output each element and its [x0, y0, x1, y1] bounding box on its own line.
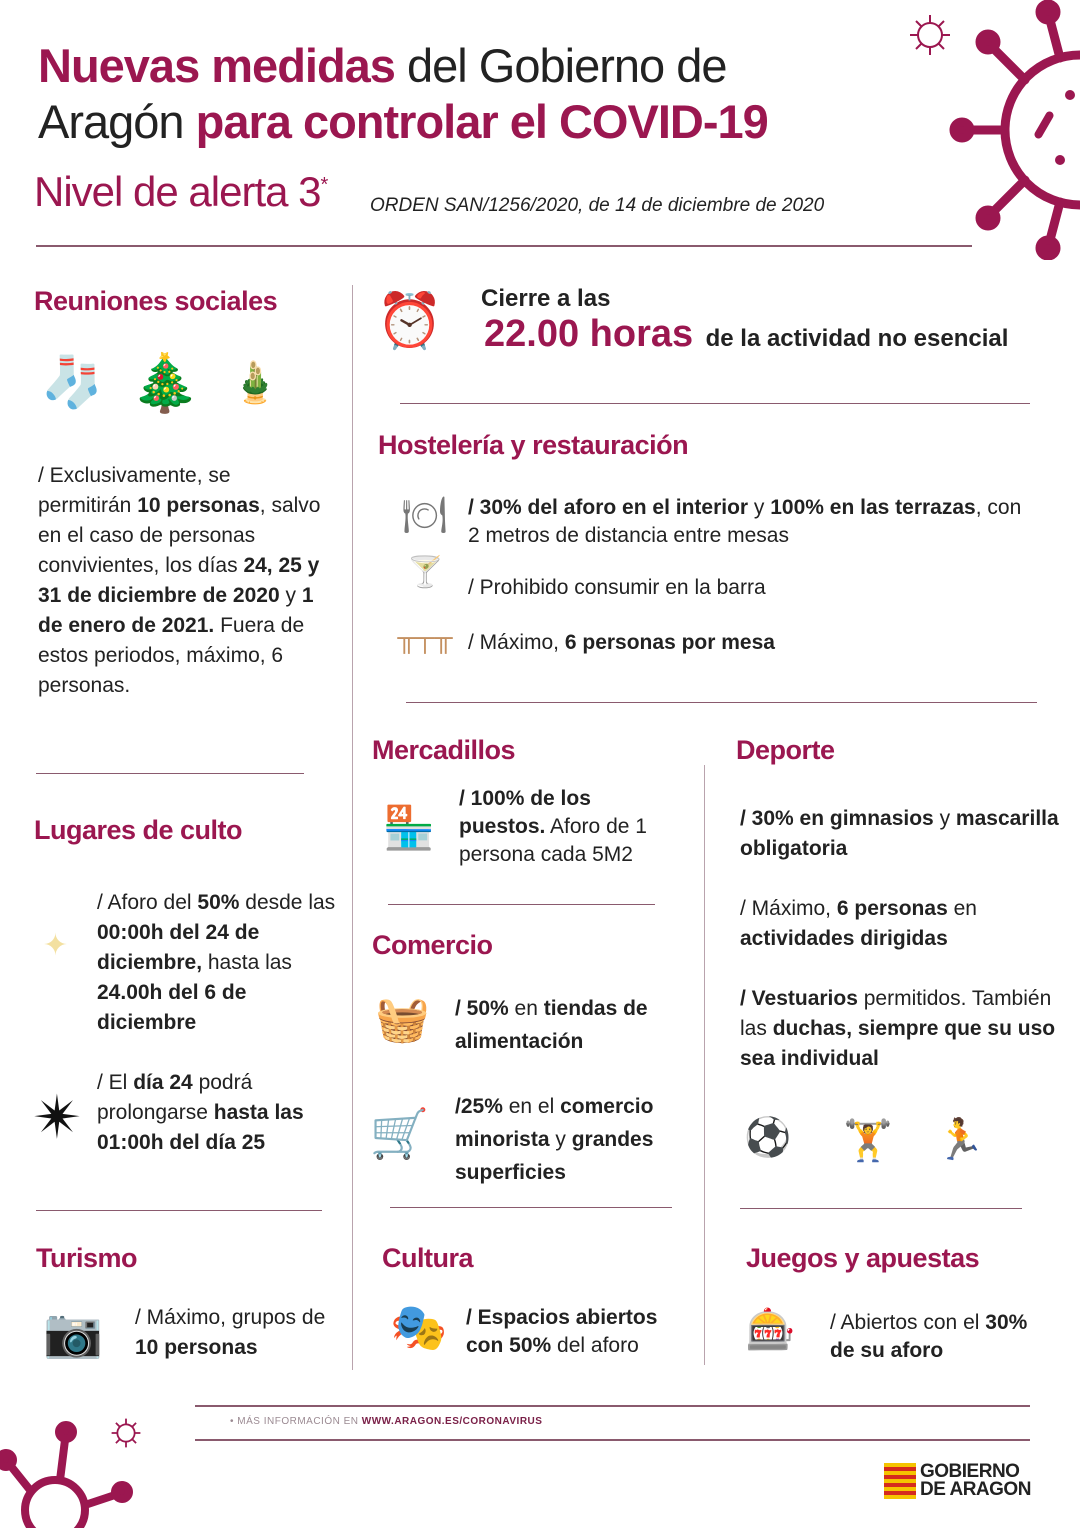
text-segment: en el [502, 1095, 561, 1118]
text-segment: / Máximo, [740, 897, 837, 920]
gobierno-aragon-logo [884, 1463, 1031, 1499]
text-segment: 6 personas [836, 897, 948, 920]
sparkle-icon: ✦ [42, 928, 69, 962]
turismo-heading: Turismo [36, 1243, 138, 1273]
text-segment: 6 personas por mesa [564, 631, 775, 654]
deporte-item-2 [740, 894, 1040, 954]
footer-url-link[interactable]: WWW.ARAGON.ES/CORONAVIRUS [361, 1416, 543, 1427]
cocktail-icon: 🍸 [406, 556, 445, 589]
text-segment: , con 2 metros de distancia entre mesas [468, 496, 1022, 547]
mercadillos-heading: Mercadillos [372, 735, 516, 765]
text-segment: /25% [455, 1095, 503, 1118]
text-segment: Nuevas medidas [38, 39, 395, 92]
text-segment: grandes superficies [455, 1128, 654, 1184]
text-segment: mascarilla obligatoria [740, 807, 1059, 860]
text-segment: 50% [197, 891, 240, 914]
text-segment: desde las [239, 891, 336, 914]
shopping-cart-icon: 🛒 [369, 1107, 430, 1161]
weightlifter-icon: 🏋 [843, 1118, 893, 1163]
grocery-basket-icon: 🧺 [375, 995, 430, 1044]
comercio-heading: Comercio [372, 930, 493, 960]
cierre-time: 22.00 horas [484, 313, 694, 355]
hosteleria-item-3 [468, 631, 775, 655]
text-segment: Fuera de estos periodos, máximo, 6 personas. [38, 614, 305, 697]
market-stall-icon: 🏪 [382, 803, 436, 851]
juegos-heading: Juegos y apuestas [746, 1243, 980, 1273]
divider [400, 403, 1030, 404]
logo-line-1: GOBIERNO [920, 1461, 1020, 1482]
text-segment: / Máximo, [468, 631, 565, 654]
reuniones-text [38, 461, 328, 701]
culto-item-2 [97, 1068, 337, 1158]
deporte-item-1 [740, 804, 1060, 864]
virus-icon [940, 0, 1080, 260]
text-segment: / Máximo, grupos de [135, 1306, 326, 1329]
text-segment: 1 de enero de 2021. [38, 584, 314, 637]
text-segment: 100% en las terrazas [770, 496, 976, 519]
small-virus-icon [108, 1415, 144, 1451]
text-segment: / Aforo del [97, 891, 198, 914]
text-segment: / 100% de los puestos. [459, 787, 591, 838]
cloche-icon: 🍽 [401, 494, 448, 535]
hosteleria-heading: Hostelería y restauración [378, 430, 689, 460]
text-segment: / Abiertos con el [830, 1311, 986, 1334]
text-segment: Aforo de 1 persona cada 5M2 [459, 815, 647, 866]
logo-line-2: DE ARAGON [920, 1479, 1031, 1500]
column-divider [352, 285, 353, 1370]
culto-heading: Lugares de culto [34, 815, 243, 845]
text-segment: actividades dirigidas [740, 927, 948, 950]
text-segment: / 30% en gimnasios [740, 807, 934, 830]
divider [388, 904, 655, 905]
turismo-text [135, 1303, 335, 1363]
christmas-stocking-icon: 🧦 [41, 354, 104, 410]
aragon-flag-icon [884, 1463, 916, 1499]
text-segment: tiendas de alimentación [455, 997, 648, 1053]
footer-info: • MÁS INFORMACIÓN EN WWW.ARAGON.ES/CORONAVIRUS [230, 1416, 543, 1427]
divider [36, 1210, 322, 1211]
text-segment: / Prohibido consumir en la barra [468, 576, 766, 599]
page-title [38, 38, 768, 150]
cierre-rest: de la actividad no esencial [705, 325, 1009, 352]
christmas-tree-icon: 🎄 [130, 350, 200, 414]
text-segment: y [933, 807, 956, 830]
mercadillos-text [459, 785, 679, 869]
text-segment: para controlar el COVID-19 [195, 95, 768, 148]
juegos-text [830, 1309, 1030, 1365]
text-segment: y [549, 1128, 572, 1151]
deporte-item-3 [740, 984, 1060, 1074]
text-segment: Aragón [38, 95, 196, 148]
divider [36, 773, 304, 774]
text-segment: 10 personas [135, 1336, 258, 1359]
text-segment: del aforo [551, 1334, 639, 1357]
text-segment: 30% de su aforo [830, 1311, 1028, 1362]
text-segment: permitidos. También las [740, 987, 1052, 1040]
footer-info-text: MÁS INFORMACIÓN EN [237, 1416, 362, 1427]
order-reference: ORDEN SAN/1256/2020, de 14 de diciembre de 2020 [370, 195, 825, 216]
small-virus-icon [905, 10, 955, 60]
reuniones-heading: Reuniones sociales [34, 286, 278, 316]
header-divider [36, 245, 972, 247]
cierre-label: Cierre a las [481, 285, 611, 312]
footer-divider-top [195, 1405, 1030, 1407]
text-segment: hasta las [202, 951, 292, 974]
divider [390, 1207, 672, 1208]
poker-chips-icon: 🎰 [745, 1307, 796, 1352]
divider [406, 702, 1037, 703]
text-segment: duchas, siempre que su uso sea individual [740, 1017, 1056, 1070]
text-segment: / 50% [455, 997, 509, 1020]
text-segment: 00:00h del 24 de diciembre, [97, 921, 260, 974]
soccer-ball-icon: ⚽ [744, 1117, 792, 1159]
text-segment: / 30% del aforo en el interior [468, 496, 749, 519]
text-segment: comercio minorista [455, 1095, 654, 1151]
text-segment: , salvo en el caso de personas convivientes, los días [38, 494, 321, 577]
text-segment: hasta las 01:00h del día 25 [97, 1101, 304, 1154]
text-segment: día 24 [133, 1071, 193, 1094]
alert-level [34, 168, 327, 216]
theater-masks-icon: 🎭 [390, 1301, 448, 1353]
text-segment: / Vestuarios [740, 987, 858, 1010]
star-icon: ✴ [32, 1083, 83, 1151]
alarm-clock-icon: ⏰ [376, 290, 444, 351]
culto-item-1 [97, 888, 347, 1038]
text-segment: 10 personas [137, 494, 260, 517]
hosteleria-item-1 [468, 494, 1028, 550]
footer-divider-bottom [195, 1439, 1030, 1441]
text-segment: y [279, 584, 302, 607]
hosteleria-item-2 [468, 576, 766, 600]
text-segment: 24.00h del 6 de diciembre [97, 981, 247, 1034]
comercio-item-2 [455, 1090, 700, 1189]
alert-level-text: Nivel de alerta 3 [34, 168, 321, 215]
cultura-heading: Cultura [382, 1243, 473, 1273]
divider [740, 1208, 1022, 1209]
text-segment: y [748, 496, 771, 519]
camera-icon: 📷 [43, 1306, 103, 1360]
ornaments-icon: 🎍 [230, 361, 280, 405]
comercio-item-1 [455, 992, 695, 1058]
deporte-heading: Deporte [736, 735, 835, 765]
text-segment: en [947, 897, 977, 920]
cultura-text [466, 1304, 696, 1360]
column-divider [704, 765, 705, 1365]
text-segment: / Exclusivamente, se permitirán [38, 464, 231, 517]
runner-icon: 🏃 [935, 1117, 985, 1162]
text-segment: podrá prolongarse [97, 1071, 253, 1124]
text-segment: 24, 25 y 31 de diciembre de 2020 [38, 554, 320, 607]
alert-asterisk: * [320, 174, 328, 196]
text-segment: / El [97, 1071, 134, 1094]
table-chairs-icon: ╥┬╥ [397, 622, 453, 652]
cierre-time-row [484, 313, 1008, 356]
text-segment: / Espacios abiertos con 50% [466, 1306, 658, 1357]
text-segment: del Gobierno de [394, 39, 727, 92]
text-segment: en [508, 997, 544, 1020]
